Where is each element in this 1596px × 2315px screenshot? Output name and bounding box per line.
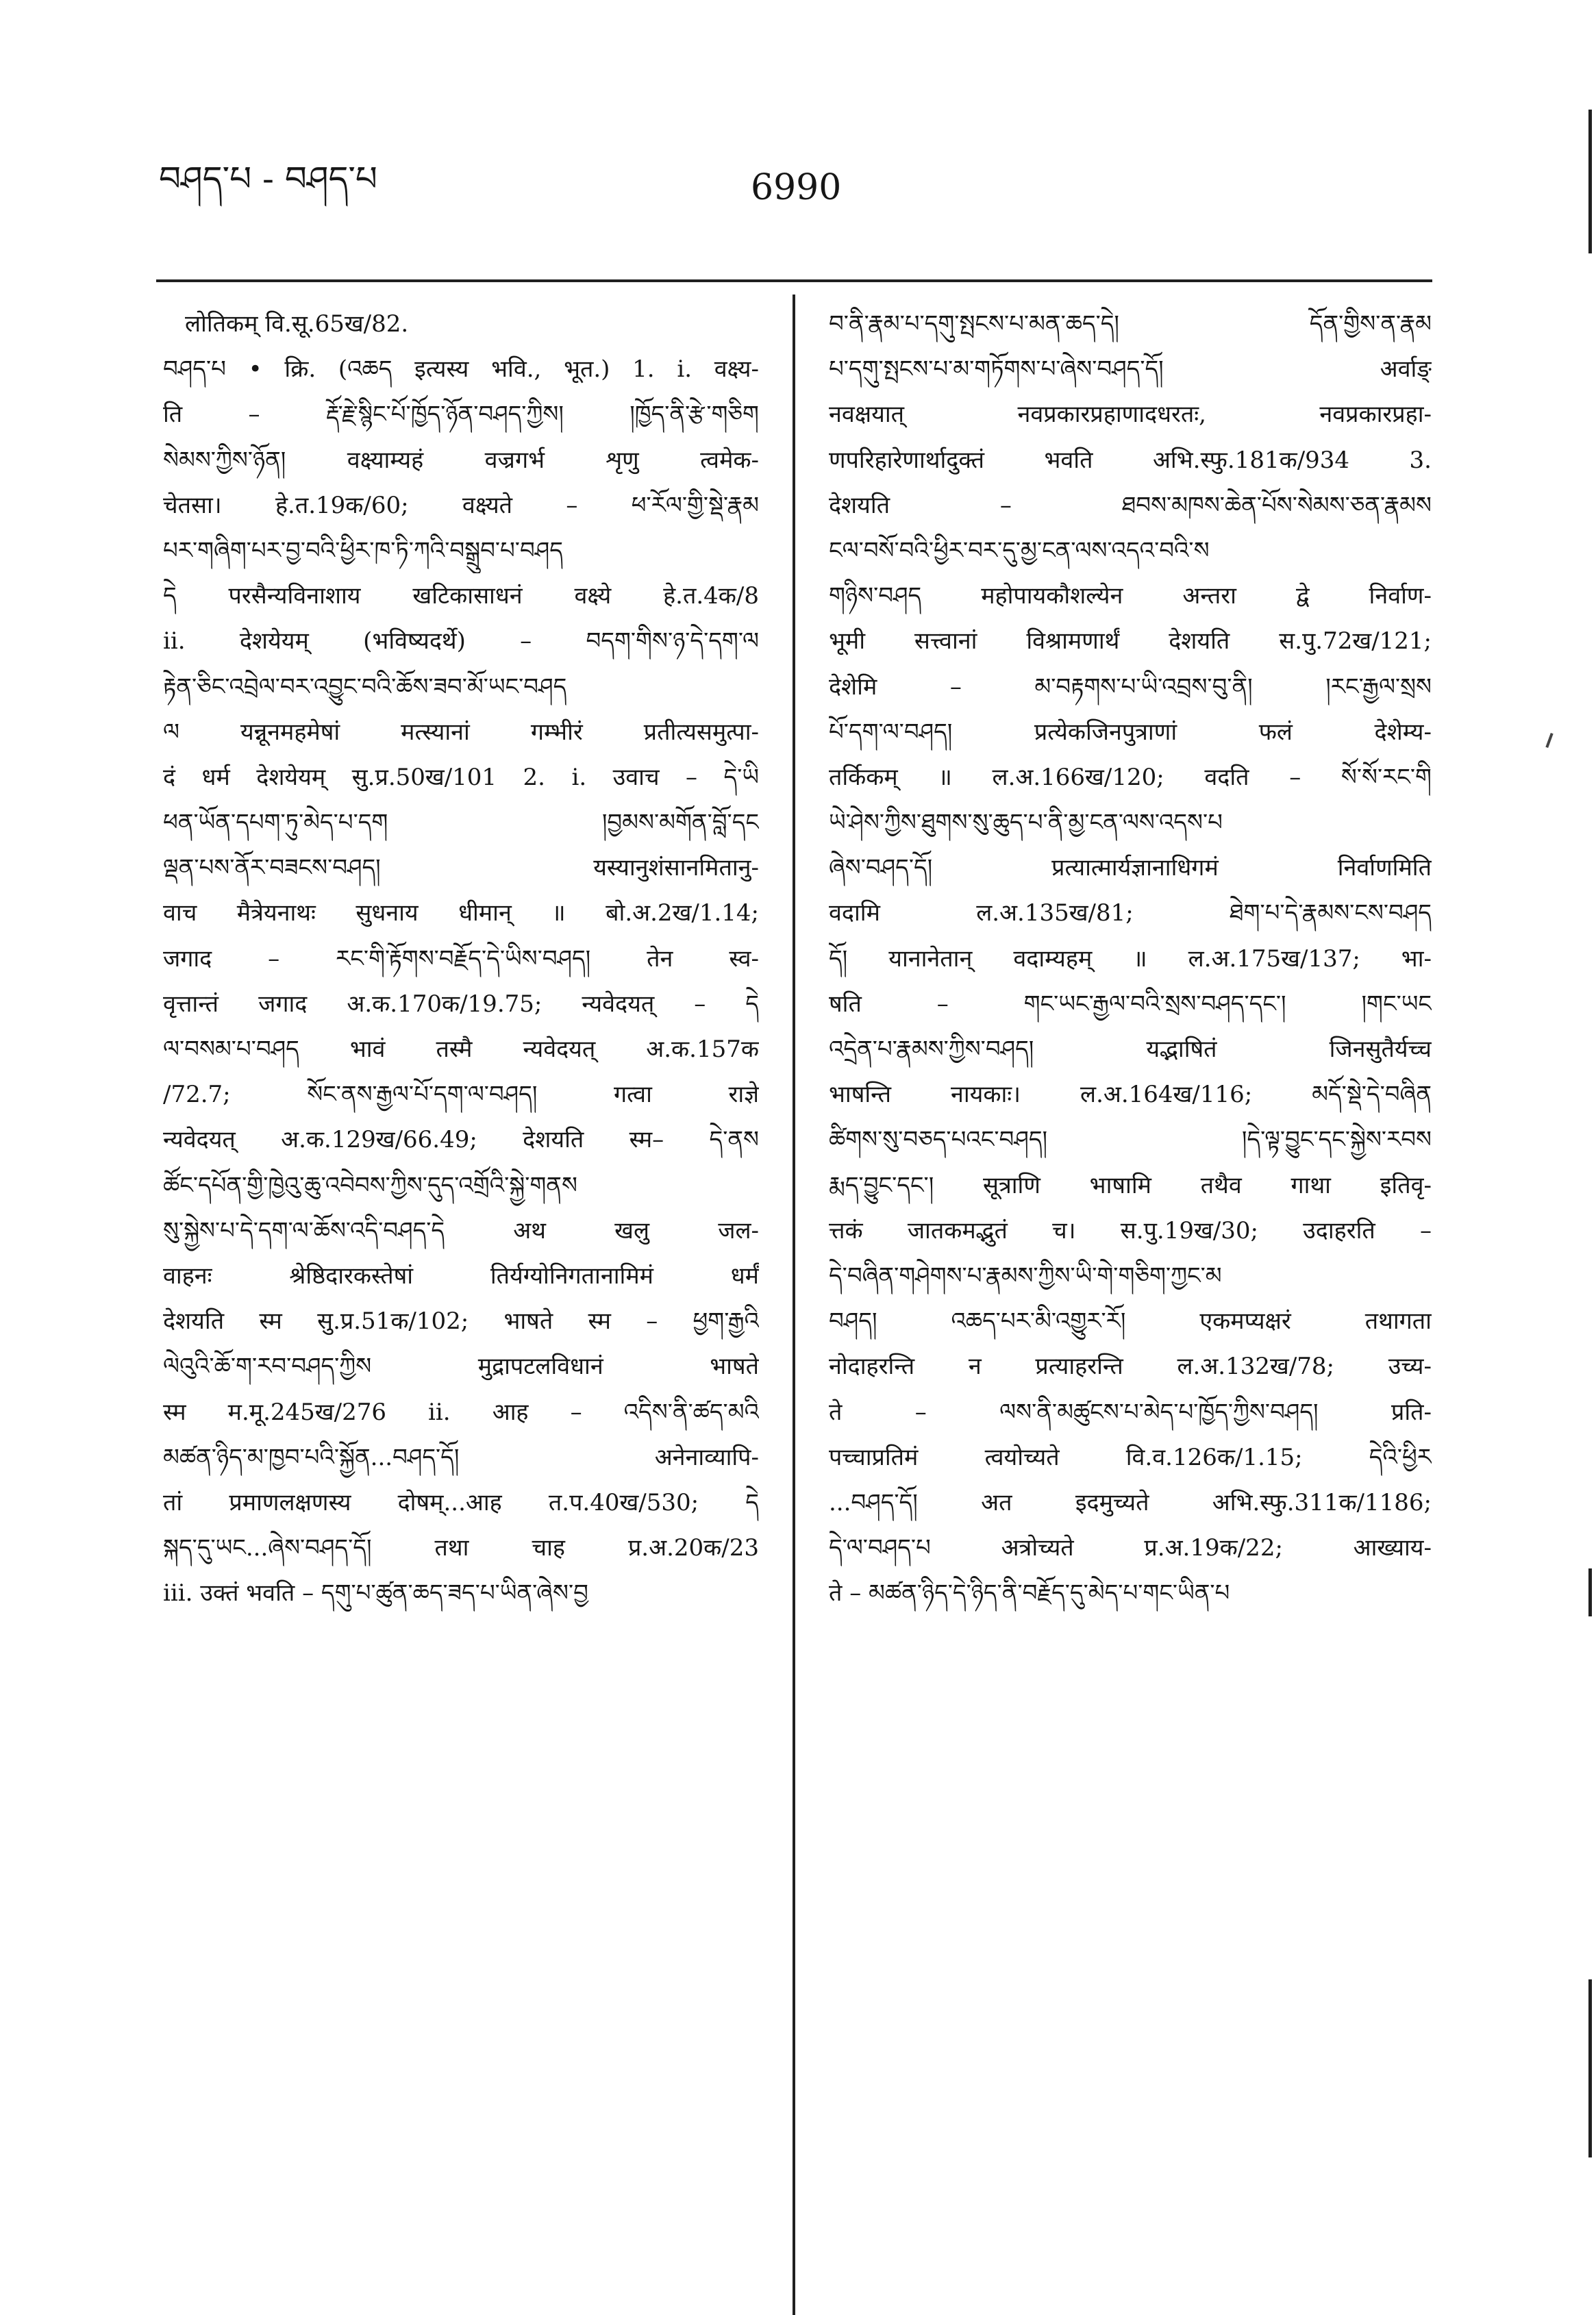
left-line: ii. देशयेयम् (भविष्यदर्थे) – བདག་གིས་ཉ་དེ་དག་ལ bbox=[163, 627, 759, 655]
left-line: लोतिकम् वि.सू.65ख/82. bbox=[185, 310, 409, 338]
left-line: /72.7; སོང་ནས་རྒྱལ་པོ་དག་ལ་བཤད། गत्वा राज्ञे bbox=[163, 1081, 759, 1109]
right-line: ते – ལས་ནི་མཚུངས་པ་མེད་པ་ཁྱོད་ཀྱིས་བཤད། प्रति- bbox=[829, 1398, 1432, 1426]
right-line: देशेमि – མ་བརྟགས་པ་ཡི་འབྲས་བུ་ནི། །རང་རྒྱལ་སྲས bbox=[829, 673, 1432, 701]
left-line: མཚན་ཉིད་མ་ཁྱབ་པའི་སྐྱོན...བཤད་དོ། अनेनाव्यापि- bbox=[163, 1443, 759, 1471]
left-line: ཚོང་དཔོན་གྱི་ཁྱེའུ་ཆུ་འབེབས་ཀྱིས་དུད་འགྲོའི་སྐྱེ་གནས bbox=[163, 1171, 577, 1199]
right-line: ངལ་བསོ་བའི་ཕྱིར་བར་དུ་མྱ་ངན་ལས་འདའ་བའི་ས bbox=[829, 536, 1210, 564]
right-line: षति – གང་ཡང་རྒྱལ་བའི་སྲས་བཤད་དང་། །གང་ཡང bbox=[829, 990, 1432, 1018]
left-line: चेतसा। हे.त.19क/60; वक्ष्यते – ཕ་རོལ་གྱི་སྡེ་རྣམ bbox=[163, 491, 759, 519]
left-line: ལ यन्नूनमहमेषां मत्स्यानां गम्भीरं प्रतीत्यसमुत्पा- bbox=[163, 718, 759, 746]
left-line: པར་གཞིག་པར་བྱ་བའི་ཕྱིར་ཁ་ཏི་ཀའི་བསྒྲུབ་པ་བཤད bbox=[163, 536, 563, 564]
right-line: དེ་བཞིན་གཤེགས་པ་རྣམས་ཀྱིས་ཡི་གེ་གཅིག་ཀྱང་མ bbox=[829, 1262, 1222, 1290]
right-line: ཞེས་བཤད་དོ། प्रत्यात्मार्यज्ञानाधिगमं निर्वाणमिति bbox=[829, 854, 1432, 882]
left-line: iii. उक्तं भवति – དགུ་པ་ཚུན་ཆད་ཟད་པ་ཡིན་ཞེས་བྱ bbox=[163, 1579, 588, 1607]
right-line: ཚིགས་སུ་བཅད་པའང་བཤད། །དེ་ལྟ་བྱུང་དང་སྐྱེས་རབས bbox=[829, 1126, 1432, 1154]
left-line: वृत्तान्तं जगाद अ.क.170क/19.75; न्यवेदयत् – དེ bbox=[163, 990, 759, 1018]
left-line: སེམས་ཀྱིས་ཉོན། वक्ष्याम्यहं वज्रगर्भ शृणु त्वमेक- bbox=[163, 446, 759, 474]
left-line: སྐད་དུ་ཡང...ཞེས་བཤད་དོ། तथा चाह प्र.अ.20क/23 bbox=[163, 1534, 759, 1562]
left-line: དེ परसैन्यविनाशाय खटिकासाधनं वक्ष्ये हे.त.4क/8 bbox=[163, 582, 759, 610]
left-column bbox=[163, 301, 759, 2205]
left-line: ལྡན་པས་ནོར་བཟངས་བཤད། यस्यानुशंसानमितानु- bbox=[163, 854, 759, 882]
right-line: देशयति – ཐབས་མཁས་ཆེན་པོས་སེམས་ཅན་རྣམས bbox=[829, 491, 1432, 519]
left-line: བཤད་པ • क्रि. (འཆད इत्यस्य भवि., भूत.) 1. i. वक्ष्य- bbox=[163, 355, 759, 384]
right-line: वदामि ल.अ.135ख/81; ཐེག་པ་དེ་རྣམས་ངས་བཤད bbox=[829, 899, 1432, 927]
right-line: ...བཤད་དོ། अत इदमुच्यते अभि.स्फु.311क/1186; bbox=[829, 1488, 1432, 1516]
left-line: दं धर्म देशयेयम् सु.प्र.50ख/101 2. i. उवाच – དེ་ཡི bbox=[163, 763, 759, 791]
left-line: स्म म.मू.245ख/276 ii. आह – འདིས་ནི་ཚད་མའི bbox=[163, 1398, 759, 1426]
page-number: 6990 bbox=[751, 167, 842, 208]
right-line: त्तकं जातकमद्भुतं च। स.पु.19ख/30; उदाहरति – bbox=[829, 1216, 1432, 1244]
right-line: ཡེ་ཤེས་ཀྱིས་ཐུགས་སུ་ཆུད་པ་ནི་མྱ་ངན་ལས་འདས་པ bbox=[829, 809, 1223, 837]
left-line: जगाद – རང་གི་རྟོགས་བརྗོད་དེ་ཡིས་བཤད། तेन स्व- bbox=[163, 944, 759, 973]
right-line: འདྲེན་པ་རྣམས་ཀྱིས་བཤད། यद्भाषितं जिनसुतैर्यच्च bbox=[829, 1036, 1432, 1063]
scan-edge-mark bbox=[1588, 1979, 1592, 2157]
left-line: वाच मैत्रेयनाथः सुधनाय धीमान् ॥ बो.अ.2ख/1.14; bbox=[163, 899, 759, 927]
right-line: རྨད་བྱུང་དང་། सूत्राणि भाषामि तथैव गाथा इतिवृ- bbox=[829, 1171, 1432, 1199]
left-line: ति – རྡོ་རྗེ་སྙིང་པོ་ཁྱོད་ཉོན་བཤད་ཀྱིས། །ཁྱོད་ནི་རྩེ་གཅིག bbox=[163, 401, 759, 429]
right-line: नोदाहरन्ति न प्रत्याहरन्ति ल.अ.132ख/78; उच्य- bbox=[829, 1353, 1432, 1381]
right-line: णपरिहारेणार्थादुक्तं भवति अभि.स्फु.181क/934 3. bbox=[829, 446, 1432, 474]
left-line: तां प्रमाणलक्षणस्य दोषम्...आह त.प.40ख/530; དེ bbox=[163, 1488, 759, 1516]
left-line: ལ་བསམ་པ་བཤད भावं तस्मै न्यवेदयत् अ.क.157क bbox=[163, 1036, 759, 1063]
left-line: སུ་སྐྱེས་པ་དེ་དག་ལ་ཆོས་འདི་བཤད་དེ अथ खलु जल- bbox=[163, 1216, 759, 1244]
left-line: ཕན་ཡོན་དཔག་ཏུ་མེད་པ་དག །བྱམས་མགོན་བློ་དང bbox=[163, 809, 759, 837]
scan-speck bbox=[1545, 733, 1553, 748]
right-line: नवक्षयात् नवप्रकारप्रहाणादधरतः, नवप्रकारप्रहा- bbox=[829, 401, 1432, 429]
left-line: རྟེན་ཅིང་འབྲེལ་བར་འབྱུང་བའི་ཆོས་ཟབ་མོ་ཡང་བཤད bbox=[163, 673, 567, 701]
running-head: བཤད་པ - བཤད་པ bbox=[159, 159, 377, 199]
left-line: ལེའུའི་ཆོ་ག་རབ་བཤད་ཀྱིས मुद्रापटलविधानं भाषते bbox=[163, 1353, 759, 1381]
right-line: པོ་དག་ལ་བཤད། प्रत्येकजिनपुत्राणां फलं देशेम्य- bbox=[829, 718, 1432, 746]
scan-edge-mark bbox=[1588, 110, 1592, 253]
right-line: བ་ནི་རྣམ་པ་དགུ་སྤངས་པ་མན་ཆད་དེ། དོན་གྱིས་ན་རྣམ bbox=[829, 310, 1432, 338]
right-line: བཤད། འཆད་པར་མི་འགྱུར་རོ། एकमप्यक्षरं तथागता bbox=[829, 1307, 1432, 1336]
scan-edge-mark bbox=[1588, 1568, 1592, 1616]
right-line: པ་དགུ་སྤངས་པ་མ་གཏོགས་པ་ཞེས་བཤད་དོ། अर्वाङ् bbox=[829, 355, 1432, 384]
right-line: ते – མཚན་ཉིད་དེ་ཉིད་ནི་བརྗོད་དུ་མེད་པ་གང་ཡིན་པ bbox=[829, 1579, 1230, 1607]
right-line: གཉིས་བཤད महोपायकौशल्येन अन्तरा द्वे निर्वाण- bbox=[829, 582, 1432, 610]
right-line: पच्चाप्रतिमं त्वयोच्यते वि.व.126क/1.15; དེའི་ཕྱིར bbox=[829, 1443, 1432, 1471]
right-line: དེ་ལ་བཤད་པ अत्रोच्यते प्र.अ.19क/22; आख्याय- bbox=[829, 1534, 1432, 1562]
right-line: भूमी सत्त्वानां विश्रामणार्थं देशयति स.पु.72ख/121; bbox=[829, 627, 1432, 655]
right-line: तर्किकम् ॥ ल.अ.166ख/120; वदति – སོ་སོ་རང་གི bbox=[829, 763, 1432, 791]
right-line: དོ། यानानेतान् वदाम्यहम् ॥ ल.अ.175ख/137; भा- bbox=[829, 944, 1432, 973]
right-column bbox=[829, 301, 1432, 2205]
right-line: भाषन्ति नायकाः। ल.अ.164ख/116; མདོ་སྡེ་དེ་བཞིན bbox=[829, 1081, 1432, 1109]
left-line: देशयति स्म सु.प्र.51क/102; भाषते स्म – ཕྱག་རྒྱའི bbox=[163, 1307, 759, 1336]
left-line: न्यवेदयत् अ.क.129ख/66.49; देशयति स्म– དེ་ནས bbox=[163, 1126, 759, 1154]
header-rule bbox=[156, 279, 1432, 282]
column-divider bbox=[793, 295, 795, 2315]
left-line: वाहनः श्रेष्ठिदारकस्तेषां तिर्यग्योनिगतानामिमं धर्मं bbox=[163, 1262, 759, 1290]
